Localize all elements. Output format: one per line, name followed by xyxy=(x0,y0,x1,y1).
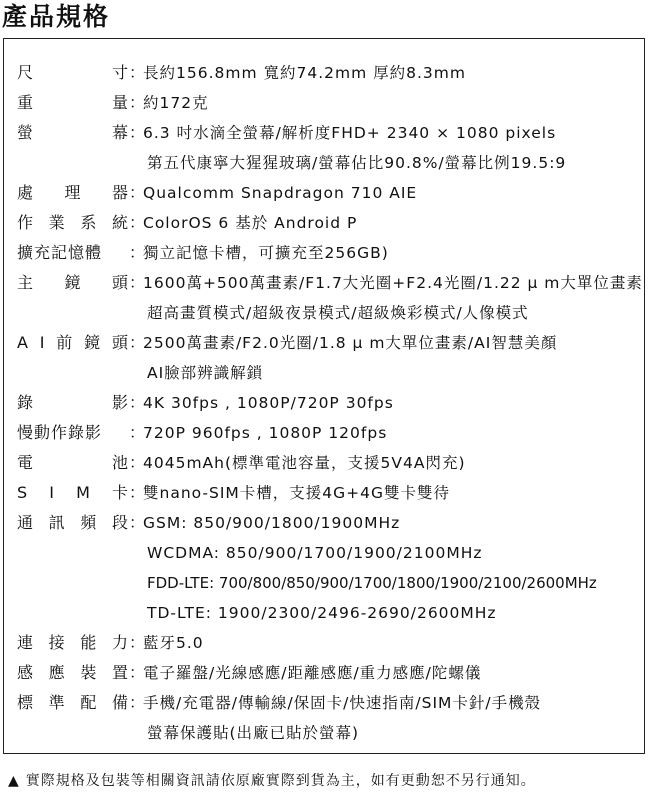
spec-label xyxy=(17,688,129,718)
page-title: 產品規格 xyxy=(2,2,111,31)
spec-label-char: 頭 xyxy=(111,333,129,352)
spec-value: 手機/充電器/傳輸線/保固卡/快速指南/SIM卡針/手機殼 xyxy=(143,694,542,712)
spec-colon: ： xyxy=(129,183,146,202)
spec-values xyxy=(143,238,642,268)
spec-label-char: 寸 xyxy=(111,63,129,82)
spec-label xyxy=(17,268,129,298)
spec-label-char: 訊 xyxy=(48,513,66,532)
spec-label-char: 系 xyxy=(80,213,98,232)
spec-label-char: 慢動作錄影 xyxy=(17,423,103,442)
spec-row xyxy=(17,478,642,508)
spec-label-char: S xyxy=(17,483,29,502)
spec-label xyxy=(17,388,129,418)
spec-label-char: 感 xyxy=(17,663,35,682)
spec-label xyxy=(17,658,129,688)
spec-label-char: 鏡 xyxy=(64,273,82,292)
spec-label-char: 量 xyxy=(111,93,129,112)
spec-colon: ： xyxy=(129,273,146,292)
spec-value: 約172克 xyxy=(143,94,209,112)
spec-label-char: 頭 xyxy=(111,273,129,292)
spec-label-char: 螢 xyxy=(17,123,35,142)
spec-label-char: 理 xyxy=(64,183,82,202)
spec-value: GSM: 850/900/1800/1900MHz xyxy=(143,514,401,532)
spec-value: 長約156.8mm 寬約74.2mm 厚約8.3mm xyxy=(143,64,466,82)
spec-row xyxy=(17,418,642,448)
spec-value: 超高畫質模式/超級夜景模式/超級煥彩模式/人像模式 xyxy=(147,304,529,322)
spec-label-char: 統 xyxy=(111,213,129,232)
spec-row xyxy=(17,208,642,238)
spec-label-char: 作 xyxy=(17,213,35,232)
spec-value: WCDMA: 850/900/1700/1900/2100MHz xyxy=(147,544,483,562)
spec-label xyxy=(17,178,129,208)
spec-values xyxy=(143,208,642,238)
spec-value: 第五代康寧大猩猩玻璃/螢幕佔比90.8%/螢幕比例19.5:9 xyxy=(147,154,567,172)
spec-values xyxy=(143,118,642,178)
spec-value: AI臉部辨識解鎖 xyxy=(147,364,264,382)
spec-label-char: 錄 xyxy=(17,393,35,412)
spec-label-char: 置 xyxy=(111,663,129,682)
spec-values xyxy=(143,448,642,478)
spec-label-char: 配 xyxy=(80,693,98,712)
spec-row xyxy=(17,688,642,748)
spec-label-char: 標 xyxy=(17,693,35,712)
spec-colon: ： xyxy=(129,243,146,262)
spec-row xyxy=(17,628,642,658)
spec-label xyxy=(17,88,129,118)
spec-value: Qualcomm Snapdragon 710 AIE xyxy=(143,184,418,202)
spec-row xyxy=(17,58,642,88)
spec-label-char: 連 xyxy=(17,633,35,652)
spec-row xyxy=(17,658,642,688)
spec-label-char: 重 xyxy=(17,93,35,112)
spec-label-char: 備 xyxy=(111,693,129,712)
spec-row xyxy=(17,328,642,388)
spec-label-char: 鏡 xyxy=(84,333,102,352)
spec-label xyxy=(17,208,129,238)
spec-value: ColorOS 6 基於 Android P xyxy=(143,214,358,232)
spec-colon: ： xyxy=(129,513,146,532)
spec-label xyxy=(17,628,129,658)
spec-row xyxy=(17,448,642,478)
spec-label-char: I xyxy=(49,483,55,502)
spec-value: 藍牙5.0 xyxy=(143,634,204,652)
spec-label-char: 池 xyxy=(111,453,129,472)
spec-colon: ： xyxy=(129,393,146,412)
spec-row xyxy=(17,238,642,268)
spec-label xyxy=(17,508,129,538)
spec-label-char: I xyxy=(39,333,46,352)
spec-colon: ： xyxy=(129,63,146,82)
spec-values xyxy=(143,478,642,508)
spec-colon: ： xyxy=(129,693,146,712)
spec-values xyxy=(143,508,642,628)
spec-label-char: M xyxy=(76,483,91,502)
spec-values xyxy=(143,688,642,748)
warning-triangle-icon: ▲ xyxy=(8,773,20,789)
spec-value: 電子羅盤/光線感應/距離感應/重力感應/陀螺儀 xyxy=(143,664,482,682)
spec-value: 4K 30fps , 1080P/720P 30fps xyxy=(143,394,394,412)
spec-colon: ： xyxy=(129,483,146,502)
spec-value: 1600萬+500萬畫素/F1.7大光圈+F2.4光圈/1.22 μ m大單位畫素 xyxy=(143,274,643,292)
footer-note xyxy=(8,770,536,790)
spec-label-char: 頻 xyxy=(80,513,98,532)
spec-label-char: 電 xyxy=(17,453,35,472)
spec-label xyxy=(17,418,129,448)
spec-value: TD-LTE: 1900/2300/2496-2690/2600MHz xyxy=(147,604,497,622)
spec-label-char: 幕 xyxy=(111,123,129,142)
spec-colon: ： xyxy=(129,213,146,232)
spec-label xyxy=(17,118,129,148)
spec-label-char: 器 xyxy=(111,183,129,202)
spec-colon: ： xyxy=(129,423,146,442)
spec-values xyxy=(143,178,642,208)
spec-values xyxy=(143,388,642,418)
spec-colon: ： xyxy=(129,453,146,472)
spec-label-char: 裝 xyxy=(80,663,98,682)
spec-values xyxy=(143,418,642,448)
footer-text: 實際規格及包裝等相關資訊請依原廠實際到貨為主，如有更動恕不另行通知。 xyxy=(25,773,536,789)
spec-label-char: 接 xyxy=(48,633,66,652)
spec-label-char: 處 xyxy=(17,183,35,202)
spec-label-char: 卡 xyxy=(111,483,129,502)
spec-row xyxy=(17,388,642,418)
spec-list xyxy=(17,58,642,748)
spec-row xyxy=(17,118,642,178)
spec-row xyxy=(17,268,642,328)
spec-values xyxy=(143,268,643,328)
spec-label-char: 段 xyxy=(111,513,129,532)
spec-values xyxy=(143,88,642,118)
spec-row xyxy=(17,88,642,118)
spec-values xyxy=(143,628,642,658)
spec-label xyxy=(17,58,129,88)
spec-value: 720P 960fps , 1080P 120fps xyxy=(143,424,388,442)
spec-values xyxy=(143,328,642,388)
spec-value: 雙nano-SIM卡槽，支援4G+4G雙卡雙待 xyxy=(143,484,451,502)
spec-values xyxy=(143,658,642,688)
spec-label-char: 主 xyxy=(17,273,35,292)
spec-colon: ： xyxy=(129,333,146,352)
spec-label xyxy=(17,238,129,268)
spec-label-char: 業 xyxy=(48,213,66,232)
spec-colon: ： xyxy=(129,93,146,112)
spec-row xyxy=(17,508,642,628)
spec-value: 2500萬畫素/F2.0光圈/1.8 μ m大單位畫素/AI智慧美顏 xyxy=(143,334,558,352)
spec-colon: ： xyxy=(129,663,146,682)
spec-value: 4045mAh(標準電池容量，支援5V4A閃充) xyxy=(143,454,466,472)
spec-label-char: 準 xyxy=(48,693,66,712)
spec-colon: ： xyxy=(129,633,146,652)
spec-label-char: 應 xyxy=(48,663,66,682)
spec-label xyxy=(17,478,129,508)
spec-label xyxy=(17,328,129,358)
spec-value: 6.3 吋水滴全螢幕/解析度FHD+ 2340 × 1080 pixels xyxy=(143,124,557,142)
spec-label-char: 尺 xyxy=(17,63,35,82)
spec-values xyxy=(143,58,642,88)
spec-value: 獨立記憶卡槽，可擴充至256GB) xyxy=(143,244,389,262)
spec-label-char: 影 xyxy=(111,393,129,412)
spec-label-char: 能 xyxy=(80,633,98,652)
spec-label-char: 擴充記憶體 xyxy=(17,243,103,262)
spec-label xyxy=(17,448,129,478)
spec-row xyxy=(17,178,642,208)
spec-label-char: A xyxy=(17,333,29,352)
spec-label-char: 力 xyxy=(111,633,129,652)
spec-value: FDD-LTE: 700/800/850/900/1700/1800/1900/2100/2600MHz xyxy=(147,574,597,592)
spec-colon: ： xyxy=(129,123,146,142)
spec-label-char: 通 xyxy=(17,513,35,532)
spec-label-char: 前 xyxy=(56,333,74,352)
spec-value: 螢幕保護貼(出廠已貼於螢幕) xyxy=(147,724,360,742)
